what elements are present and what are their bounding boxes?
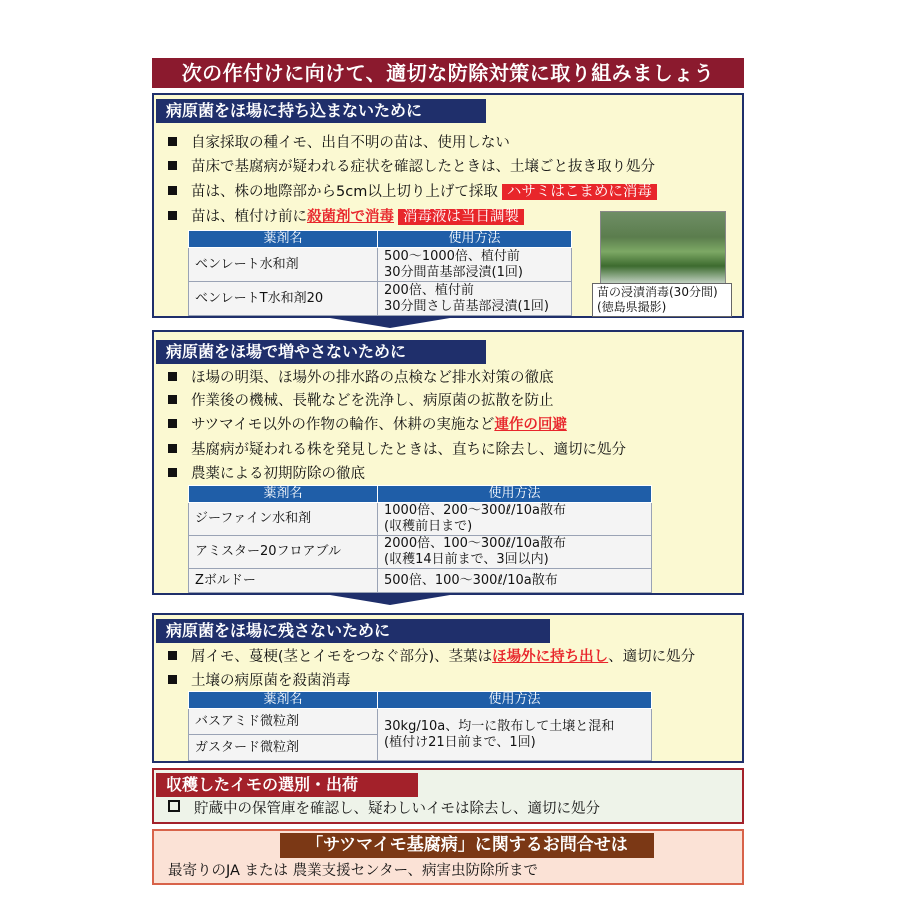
contact-box [152,829,744,885]
seedling-photo [600,211,726,285]
bullet-icon [168,651,177,660]
section-increase [152,330,744,595]
photo-caption: 苗の浸漬消毒(30分間) (徳島県撮影) [592,283,732,317]
section-title: 病原菌をほ場に持ち込まないために [156,99,486,123]
list-item: 基腐病が疑われる株を発見したときは、直ちに除去し、適切に処分 [168,440,626,460]
contact-text: 最寄りのJA または 農業支援センター、病害虫防除所まで [168,863,538,879]
list-item: 作業後の機械、長靴などを洗浄し、病原菌の拡散を防止 [168,391,554,411]
page-title: 次の作付けに向けて、適切な防除対策に取り組みましょう [152,58,744,88]
section-bring-in [152,93,744,318]
bullet-icon [168,468,177,477]
table-header-name: 薬剤名 [189,692,378,709]
highlight-text: ほ場外に持ち出し [492,649,609,665]
table-header-usage: 使用方法 [378,231,572,248]
list-item: 苗は、株の地際部から5cm以上切り上げて採取 ハサミはこまめに消毒 [168,182,657,202]
chemical-table [188,230,572,316]
list-item: 苗床で基腐病が疑われる症状を確認したときは、土壌ごと抜き取り処分 [168,157,655,177]
list-item: 屑イモ、蔓梗(茎とイモをつなぐ部分)、茎葉はほ場外に持ち出し、適切に処分 [168,647,695,667]
table-row: ベンレート水和剤 500～1000倍、植付前 30分間苗基部浸漬(1回) [189,248,572,282]
table-row: ガスタード微粒剤 [189,735,652,761]
highlight-text: 連作の回避 [494,417,567,433]
bullet-icon [168,372,177,381]
list-item: サツマイモ以外の作物の輪作、休耕の実施など連作の回避 [168,415,567,435]
table-row: Zボルドー 500倍、100～300ℓ/10a散布 [189,569,652,593]
warning-tag: 消毒液は当日調製 [398,209,524,225]
down-arrow-icon [330,595,450,605]
section-title: 病原菌をほ場で増やさないために [156,340,486,364]
section-harvest [152,768,744,824]
list-item: 苗は、植付け前に殺菌剤で消毒 消毒液は当日調製 [168,207,524,227]
warning-tag: ハサミはこまめに消毒 [502,184,657,200]
bullet-icon [168,161,177,170]
section-title: 病原菌をほ場に残さないために [156,619,550,643]
down-arrow-icon [330,318,450,328]
bullet-icon [168,186,177,195]
table-header-usage: 使用方法 [378,486,652,503]
chemical-table [188,691,652,761]
list-item: 自家採取の種イモ、出自不明の苗は、使用しない [168,133,510,153]
chemical-table [188,485,652,593]
bullet-icon [168,395,177,404]
list-item: 農薬による初期防除の徹底 [168,464,365,484]
checkbox-icon [168,800,180,812]
table-row: ジーファイン水和剤 1000倍、200～300ℓ/10a散布 (収穫前日まで) [189,503,652,536]
table-row: アミスター20フロアブル 2000倍、100～300ℓ/10a散布 (収穫14日前まで、3回以内) [189,536,652,569]
table-header-name: 薬剤名 [189,486,378,503]
highlight-text: 殺菌剤で消毒 [307,209,394,225]
list-item: ほ場の明渠、ほ場外の排水路の点検など排水対策の徹底 [168,368,554,388]
list-item: 貯蔵中の保管庫を確認し、疑わしいイモは除去し、適切に処分 [168,799,600,819]
table-header-name: 薬剤名 [189,231,378,248]
section-remain [152,613,744,763]
table-row: ベンレートT水和剤20 200倍、植付前 30分間さし苗基部浸漬(1回) [189,282,572,316]
table-row: バスアミド微粒剤 30kg/10a、均一に散布して土壌と混和 (植付け21日前まで、1回) [189,709,652,735]
table-header-usage: 使用方法 [378,692,652,709]
bullet-icon [168,211,177,220]
bullet-icon [168,675,177,684]
bullet-icon [168,419,177,428]
bullet-icon [168,444,177,453]
list-item: 土壌の病原菌を殺菌消毒 [168,671,351,691]
contact-title: 「サツマイモ基腐病」に関するお問合せは [280,833,654,858]
section-title: 収穫したイモの選別・出荷 [156,773,418,797]
bullet-icon [168,137,177,146]
